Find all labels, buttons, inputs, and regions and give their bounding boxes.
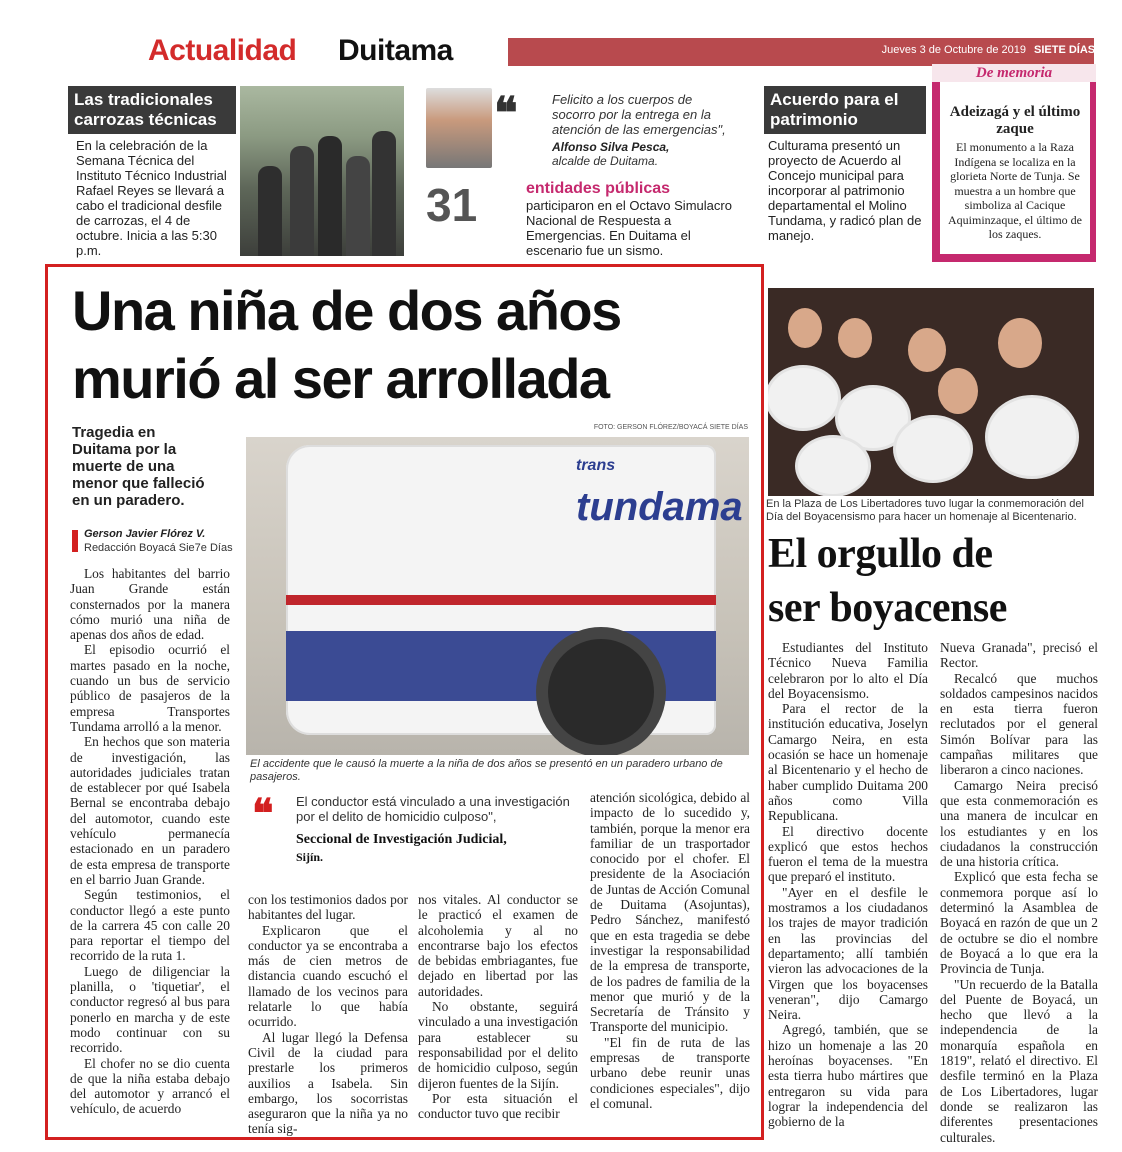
carrozas-body: En la celebración de la Semana Técnica del Instituto Técnico Industrial Rafael Reyes se llevará a cabo el tradicional desfile de carrozas, el 4 de octubre. Inicia a las 5:30 p.m. (76, 138, 227, 258)
carrozas-title: Las tradicionales carrozas técnicas (68, 86, 236, 134)
paragraph: con los testimonios dados por habitantes del lugar. (248, 892, 408, 923)
paragraph: Para el rector de la institución educativa, Joselyn Camargo Neira, en esta ocasión se hace un homenaje al Bicentenario y el hecho de haber cumplido Duitama 200 años como Villa Republicana. (768, 701, 928, 824)
side-col-2 (940, 640, 1098, 1145)
parade-photo (240, 86, 404, 256)
main-col-4 (590, 790, 750, 1111)
paragraph: "Un recuerdo de la Batalla del Puente de Boyacá, un hecho que llevó a la independencia de la monarquía española en 1819", relató el directivo. El desfile terminó en la Plaza de Los Libertadores, lugar donde se realizaron las diferentes presentaciones culturales. (940, 976, 1098, 1145)
side-col-1 (768, 640, 928, 1130)
mayor-name: Alfonso Silva Pesca, (552, 140, 670, 154)
paragraph: El chofer no se dio cuenta de que la niña estaba debajo del automotor y arrancó el vehículo, de acuerdo (70, 1055, 230, 1117)
pull-quote: El conductor está vinculado a una investigación por el delito de homicidio culposo", (296, 794, 570, 824)
main-photo-caption: El accidente que le causó la muerte a la niña de dos años se presentó en un paradero urbano de pasajeros. (250, 758, 723, 783)
mayor-photo (426, 88, 492, 168)
author-marker (72, 530, 78, 552)
paragraph: No obstante, seguirá vinculado a una investigación para establecer su responsabilidad por el delito de homicidio culposo, según dijeron fuentes de la Sijín. (418, 999, 578, 1091)
paragraph: "Ayer en el desfile le mostramos a los ciudadanos los trajes de mayor tradición en las provincias del departamento; allí también vieron las advocaciones de la Virgen que los boyacenses veneran", dijo Camargo Neira. (768, 884, 928, 1023)
paragraph: Nueva Granada", precisó el Rector. (940, 640, 1098, 671)
students-photo (768, 288, 1094, 496)
entities-count: 31 (426, 179, 478, 231)
paragraph: Según testimonios, el conductor llegó a este punto de la carrera 45 con calle 20 para reportar el tiempo del recorrido de la ruta 1. (70, 887, 230, 964)
paragraph: nos vitales. Al conductor se le practicó el examen de alcoholemia y al no encontrarse bajo los efectos de bebidas embriagantes, fue dejado en libertad por las autoridades. (418, 892, 578, 999)
main-headline-line2: murió al ser arrollada (72, 347, 609, 410)
pull-quote-org: Sijín. (296, 850, 324, 864)
entities-text: participaron en el Octavo Simulacro Nacional de Respuesta a Emergencias. En Duitama el escenario fue un sismo. (526, 198, 732, 258)
memoria-tag: De memoria (932, 64, 1096, 82)
paragraph: Recalcó que muchos soldados campesinos nacidos en esta tierra fueron reclutados por el general Simón Bolívar para las campañas militares que liberaron a cinco naciones. (940, 670, 1098, 778)
paragraph: "El fin de ruta de las empresas de transporte urbano debe reunir unas condiciones especiales", dijo el comunal. (590, 1034, 750, 1111)
quote-mark-icon: ❝ (494, 88, 518, 139)
mayor-quote: Felicito a los cuerpos de socorro por la entrega en la atención de las emergencias", (552, 92, 726, 137)
issue-date: Jueves 3 de Octubre de 2019 (881, 44, 1026, 56)
paragraph: Al lugar llegó la Defensa Civil de la ciudad para prestarle los primeros auxilios a Isabela. Sin embargo, los socorristas aseguraron que la niña ya no tenía sig- (248, 1029, 408, 1137)
paragraph: Por esta situación el conductor tuvo que recibir (418, 1090, 578, 1122)
brand-logo: SIETE DÍAS (1034, 44, 1096, 56)
photo-credit: FOTO: GERSON FLÓREZ/BOYACÁ SIETE DÍAS (593, 424, 748, 431)
side-photo-caption: En la Plaza de Los Libertadores tuvo lugar la conmemoración del Día del Boyacensismo para hacer un homenaje al Bicentenario. (766, 498, 1084, 523)
paragraph: Explicaron que el conductor ya se encontraba a más de cien metros de distancia cuando escuchó el llamado de los vecinos para relatarle lo que había ocurrido. (248, 922, 408, 1030)
patrimonio-title: Acuerdo para el patrimonio (764, 86, 926, 134)
main-col-1 (70, 566, 230, 1117)
side-headline-line2: ser boyacense (768, 585, 1007, 631)
paragraph: atención sicológica, debido al impacto de lo sucedido y, también, porque la menor era familiar de un trasportador conocido por el chofer. El presidente de la Asociación de Juntas de Acción Comunal de Duitama (Asojuntas), Pedro Sánchez, manifestó que en esta tragedia se debe investigar la responsabilidad de la empresa de transporte, de los padres de familia de la menor que murió y de la Secretaría de Tránsito y Transporte del municipio. (590, 790, 750, 1035)
main-headline-line1: Una niña de dos años (72, 279, 621, 342)
paragraph: El episodio ocurrió el martes pasado en la noche, cuando un bus de servicio público de pasajeros de la empresa Transportes Tundama arrolló a la menor. (70, 642, 230, 734)
bus-photo (246, 437, 749, 755)
entities-label: entidades públicas (526, 180, 671, 197)
pull-quote-author: Seccional de Investigación Judicial, (296, 832, 507, 847)
paragraph: Agregó, también, que se hizo un homenaje a las 20 heroínas boyacenses. "En esta tierra hubo mártires que entregaron su vida para lograr la independencia del gobierno de la (768, 1022, 928, 1130)
section-title: Actualidad (148, 34, 297, 67)
author-name: Gerson Javier Flórez V. (84, 528, 206, 540)
pull-quote-mark-icon: ❝ (252, 790, 274, 837)
city-title: Duitama (338, 34, 453, 67)
paragraph: Explicó que esta fecha se conmemora porque así lo determinó la Asamblea de Boyacá en razón de que un 2 de octubre se dio el nombre de Boyacá a lo que era la Provincia de Tunja. (940, 869, 1098, 977)
bus-brand: tundama (576, 485, 743, 529)
paragraph: Camargo Neira precisó que esta conmemoración es una manera de inculcar en los estudiantes y en los ciudadanos la construcción de una historia crítica. (940, 777, 1098, 870)
main-col-3 (418, 892, 578, 1121)
bus-brand-small: trans (576, 457, 616, 474)
paragraph: Estudiantes del Instituto Técnico Nueva Familia celebraron por lo alto el Día del Boyacensismo. (768, 640, 928, 701)
memoria-body: El monumento a la Raza Indígena se localiza en la glorieta Norte de Tunja. Se muestra a un hombre que simboliza al Cacique Aquiminzaque, el último de los zaques. (948, 140, 1082, 241)
main-subhead: Tragedia en Duitama por la muerte de una menor que falleció en un paradero. (72, 424, 205, 509)
paragraph: En hechos que son materia de investigación, las autoridades judiciales tratan de establecer por qué Isabela Bernal se encontraba debajo del automotor, cuando este vehículo permanecía estacionado en un paradero de esta empresa de transporte en el barrio Juan Grande. (70, 734, 230, 887)
mayor-role: alcalde de Duitama. (552, 154, 659, 168)
patrimonio-body: Culturama presentó un proyecto de Acuerdo al Concejo municipal para incorporar al patrimonio departamental el Molino Tundama, y radicó plan de manejo. (768, 138, 922, 243)
memoria-title: Adeizagá y el último zaque (949, 104, 1081, 137)
paragraph: Los habitantes del barrio Juan Grande están consternados por la manera cómo murió una niña de apenas dos años de edad. (70, 566, 230, 643)
side-headline-line1: El orgullo de (768, 531, 993, 577)
main-col-2 (248, 892, 408, 1137)
author-role: Redacción Boyacá Sie7e Días (84, 542, 233, 554)
paragraph: El directivo docente explicó que estos hechos fueron el tema de la muestra que preparó el instituto. (768, 823, 928, 885)
paragraph: Luego de diligenciar la planilla, o 'tiquetiar', el conductor regresó al bus para ponerlo en marcha y de este modo continuar con su recorrido. (70, 963, 230, 1056)
